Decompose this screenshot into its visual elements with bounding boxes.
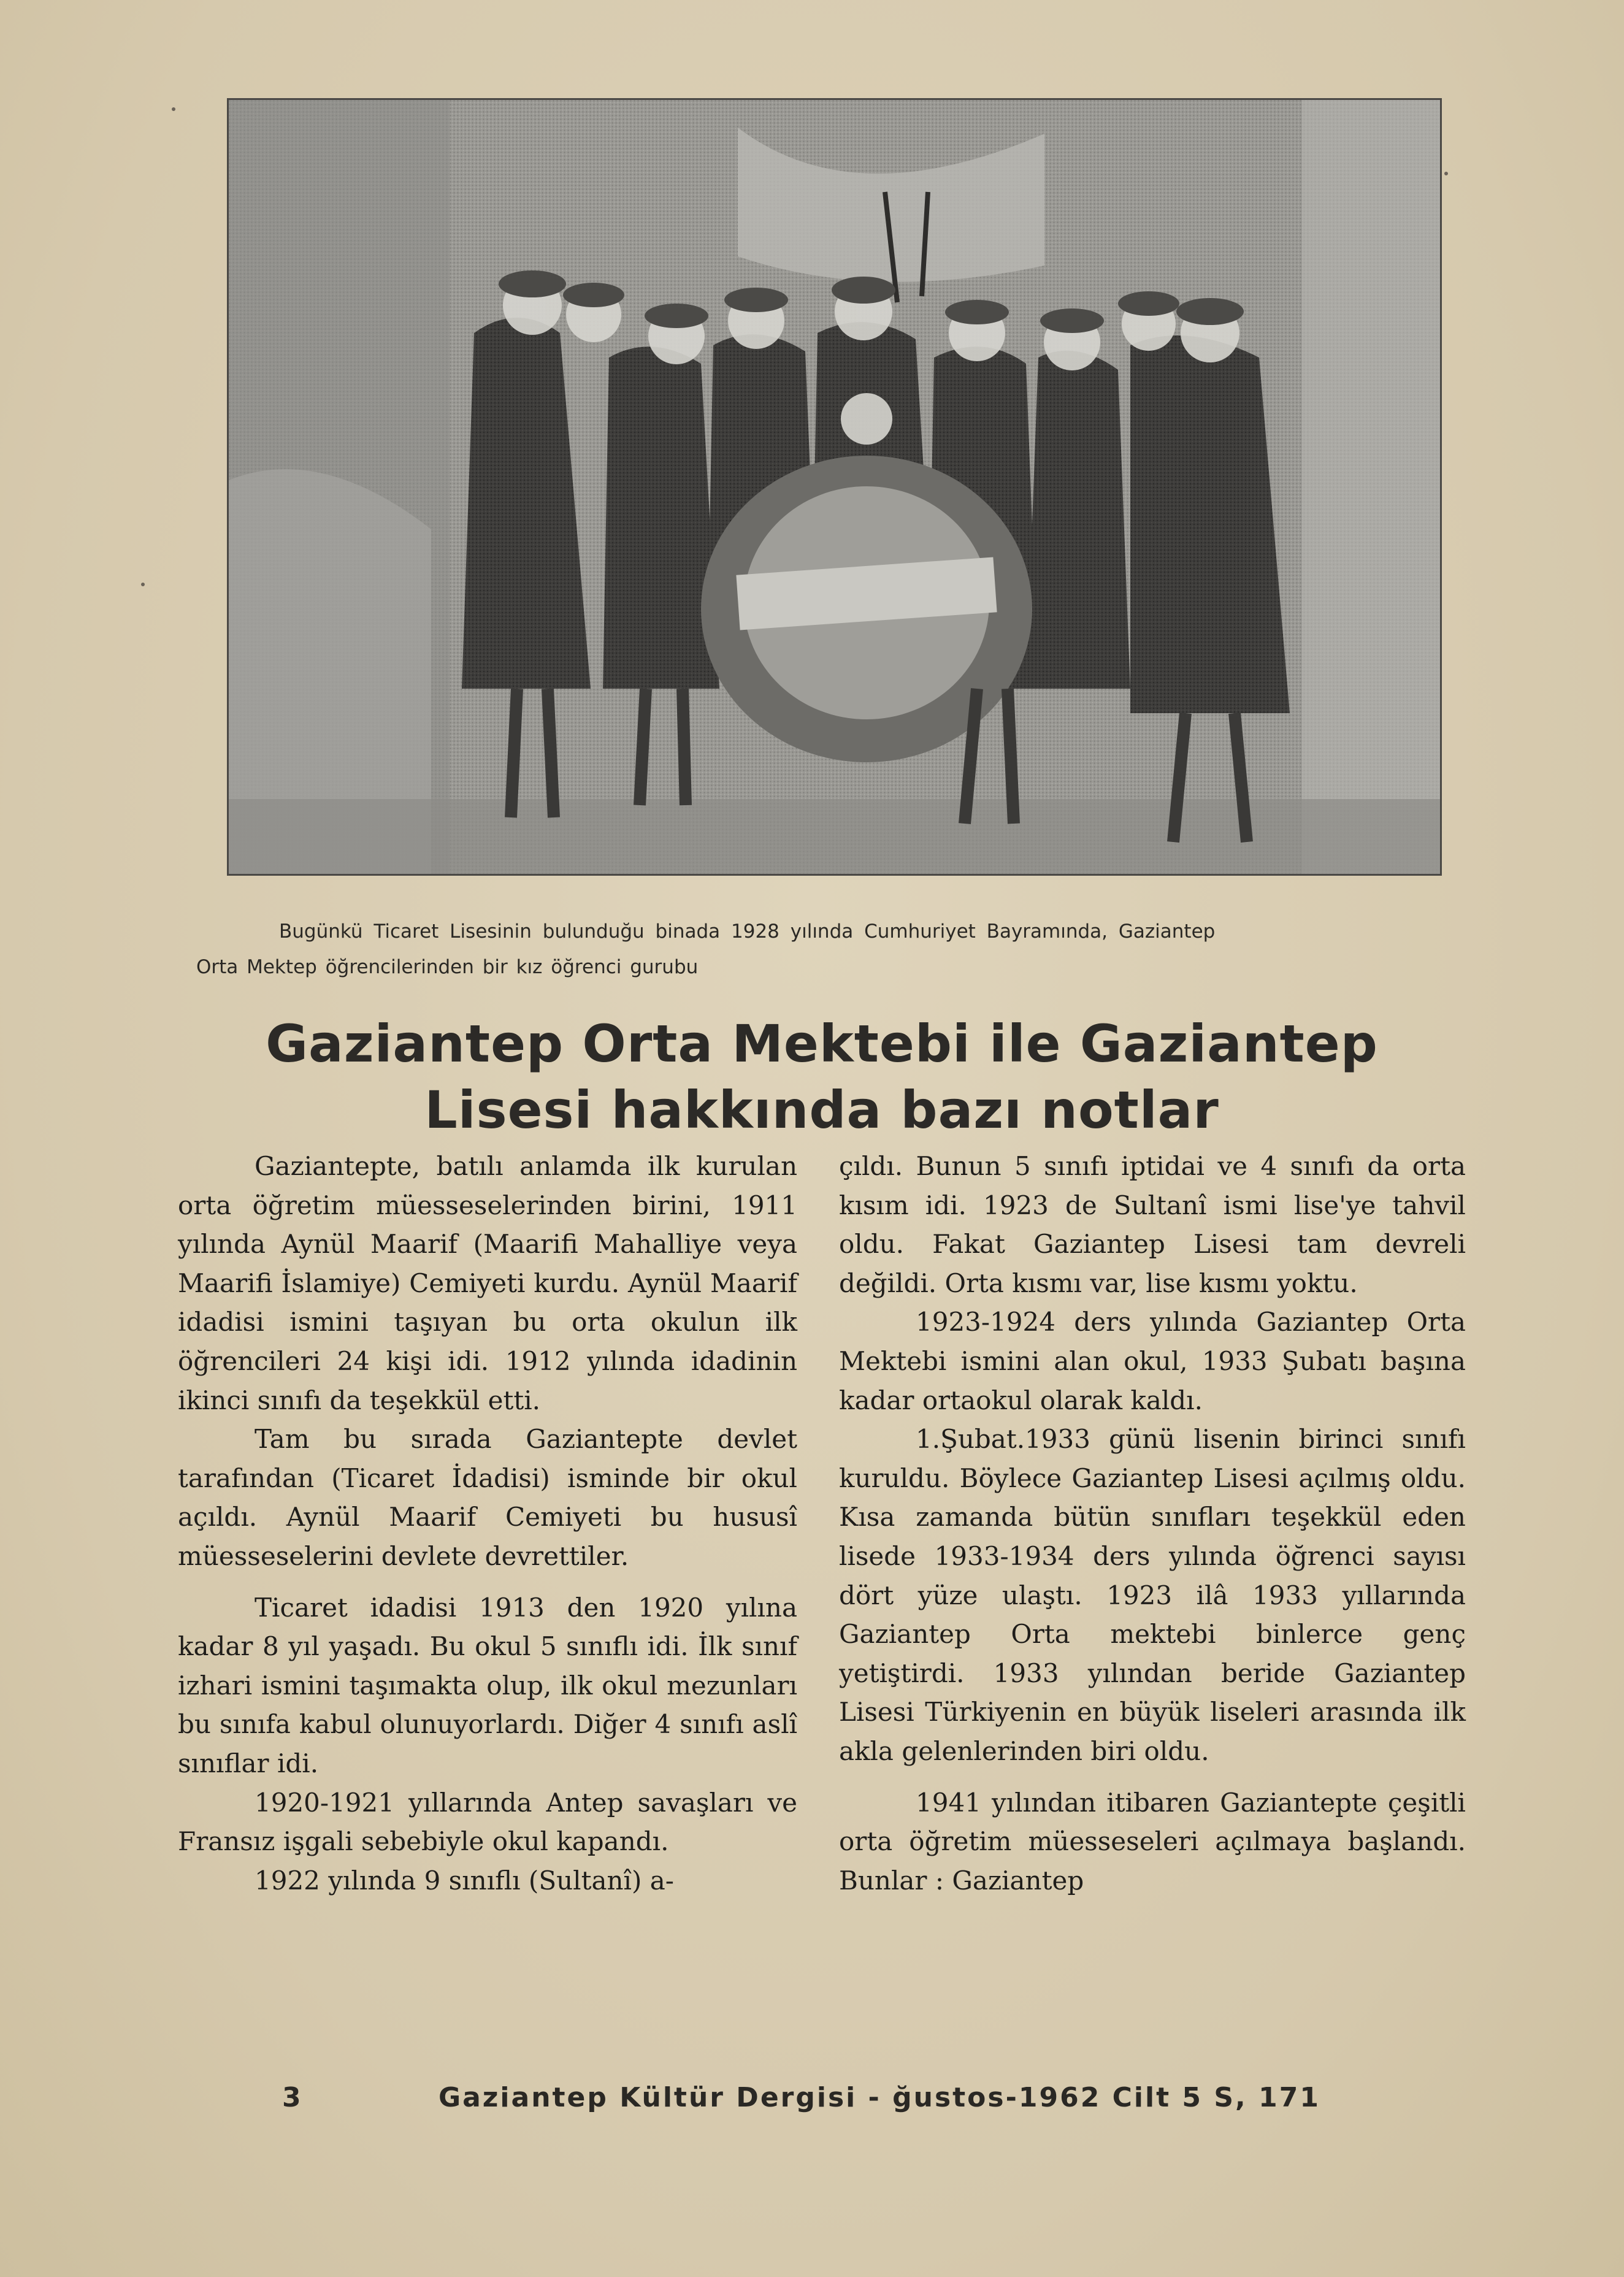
page-number: 3 xyxy=(282,2082,303,2113)
photo-caption xyxy=(196,914,1454,985)
paragraph: Ticaret idadisi 1913 den 1920 yılına kadar 8 yıl yaşadı. Bu okul 5 sınıflı idi. İlk sınıf izhari ismini taşımakta olup, ilk okul mezunları bu sınıfa kabul olunuyorlardı. Diğer 4 sınıfı aslî sınıflar idi. xyxy=(178,1592,797,1778)
title-line-2: Lisesi hakkında bazı notlar xyxy=(424,1080,1219,1140)
print-speck xyxy=(141,583,145,586)
historical-photo xyxy=(227,98,1442,876)
caption-line-1: Bugünkü Ticaret Lisesinin bulunduğu binada 1928 yılında Cumhuriyet Bayramında, Gaziantep xyxy=(279,920,1216,943)
paragraph: çıldı. Bunun 5 sınıfı iptidai ve 4 sınıfı da orta kısım idi. 1923 de Sultanî ismi lise'ye tahvil oldu. Fakat Gaziantep Lisesi tam devreli değildi. Orta kısmı var, lise kısmı yoktu. xyxy=(839,1151,1466,1298)
print-speck xyxy=(1444,172,1448,175)
caption-line-2: Orta Mektep öğrencilerinden bir kız öğrenci gurubu xyxy=(196,956,699,978)
paragraph: 1920-1921 yıllarında Antep savaşları ve Fransız işgali sebebiyle okul kapandı. xyxy=(178,1787,797,1857)
magazine-info: Gaziantep Kültür Dergisi - ğustos-1962 Cilt 5 S, 171 xyxy=(439,2082,1320,2113)
paragraph: 1941 yılından itibaren Gaziantepte çeşitli orta öğretim müesseseleri açılmaya başlandı. Bunlar : Gaziantep xyxy=(839,1787,1466,1896)
paragraph: 1923-1924 ders yılında Gaziantep Orta Mektebi ismini alan okul, 1933 Şubatı başına kadar ortaokul olarak kaldı. xyxy=(839,1307,1466,1415)
paragraph: 1922 yılında 9 sınıflı (Sultanî) a- xyxy=(255,1865,674,1896)
article-title xyxy=(209,1011,1435,1143)
print-speck xyxy=(172,107,175,111)
paragraph: Tam bu sırada Gaziantepte devlet tarafından (Ticaret İdadisi) isminde bir okul açıldı. Aynül Maarif Cemiyeti bu hususî müesseselerini devlete devrettiler. xyxy=(178,1424,797,1571)
paragraph: 1.Şubat.1933 günü lisenin birinci sınıfı kuruldu. Böylece Gaziantep Lisesi açılmış oldu. Kısa zamanda bütün sınıfları teşekkül eden lisede 1933-1934 ders yılında öğrenci sayısı dört yüze ulaştı. 1923 ilâ 1933 yıllarında Gaziantep Orta mektebi binlerce genç yetiştirdi. 1933 yılından beride Gaziantep Lisesi Türkiyenin en büyük liseleri arasında ilk akla gelenlerinden biri oldu. xyxy=(839,1424,1466,1766)
title-line-1: Gaziantep Orta Mektebi ile Gaziantep xyxy=(266,1014,1378,1074)
right-column xyxy=(839,1147,1466,1900)
paragraph: Gaziantepte, batılı anlamda ilk kurulan orta öğretim müesseselerinden birini, 1911 yılında Aynül Maarif (Maarifi Mahalliye veya Maarifi İslamiye) Cemiyeti kurdu. Aynül Maarif idadisi ismini taşıyan bu orta okulun ilk öğrencileri 24 kişi idi. 1912 yılında idadinin ikinci sınıfı da teşekkül etti. xyxy=(178,1151,797,1415)
left-column xyxy=(178,1147,797,1900)
